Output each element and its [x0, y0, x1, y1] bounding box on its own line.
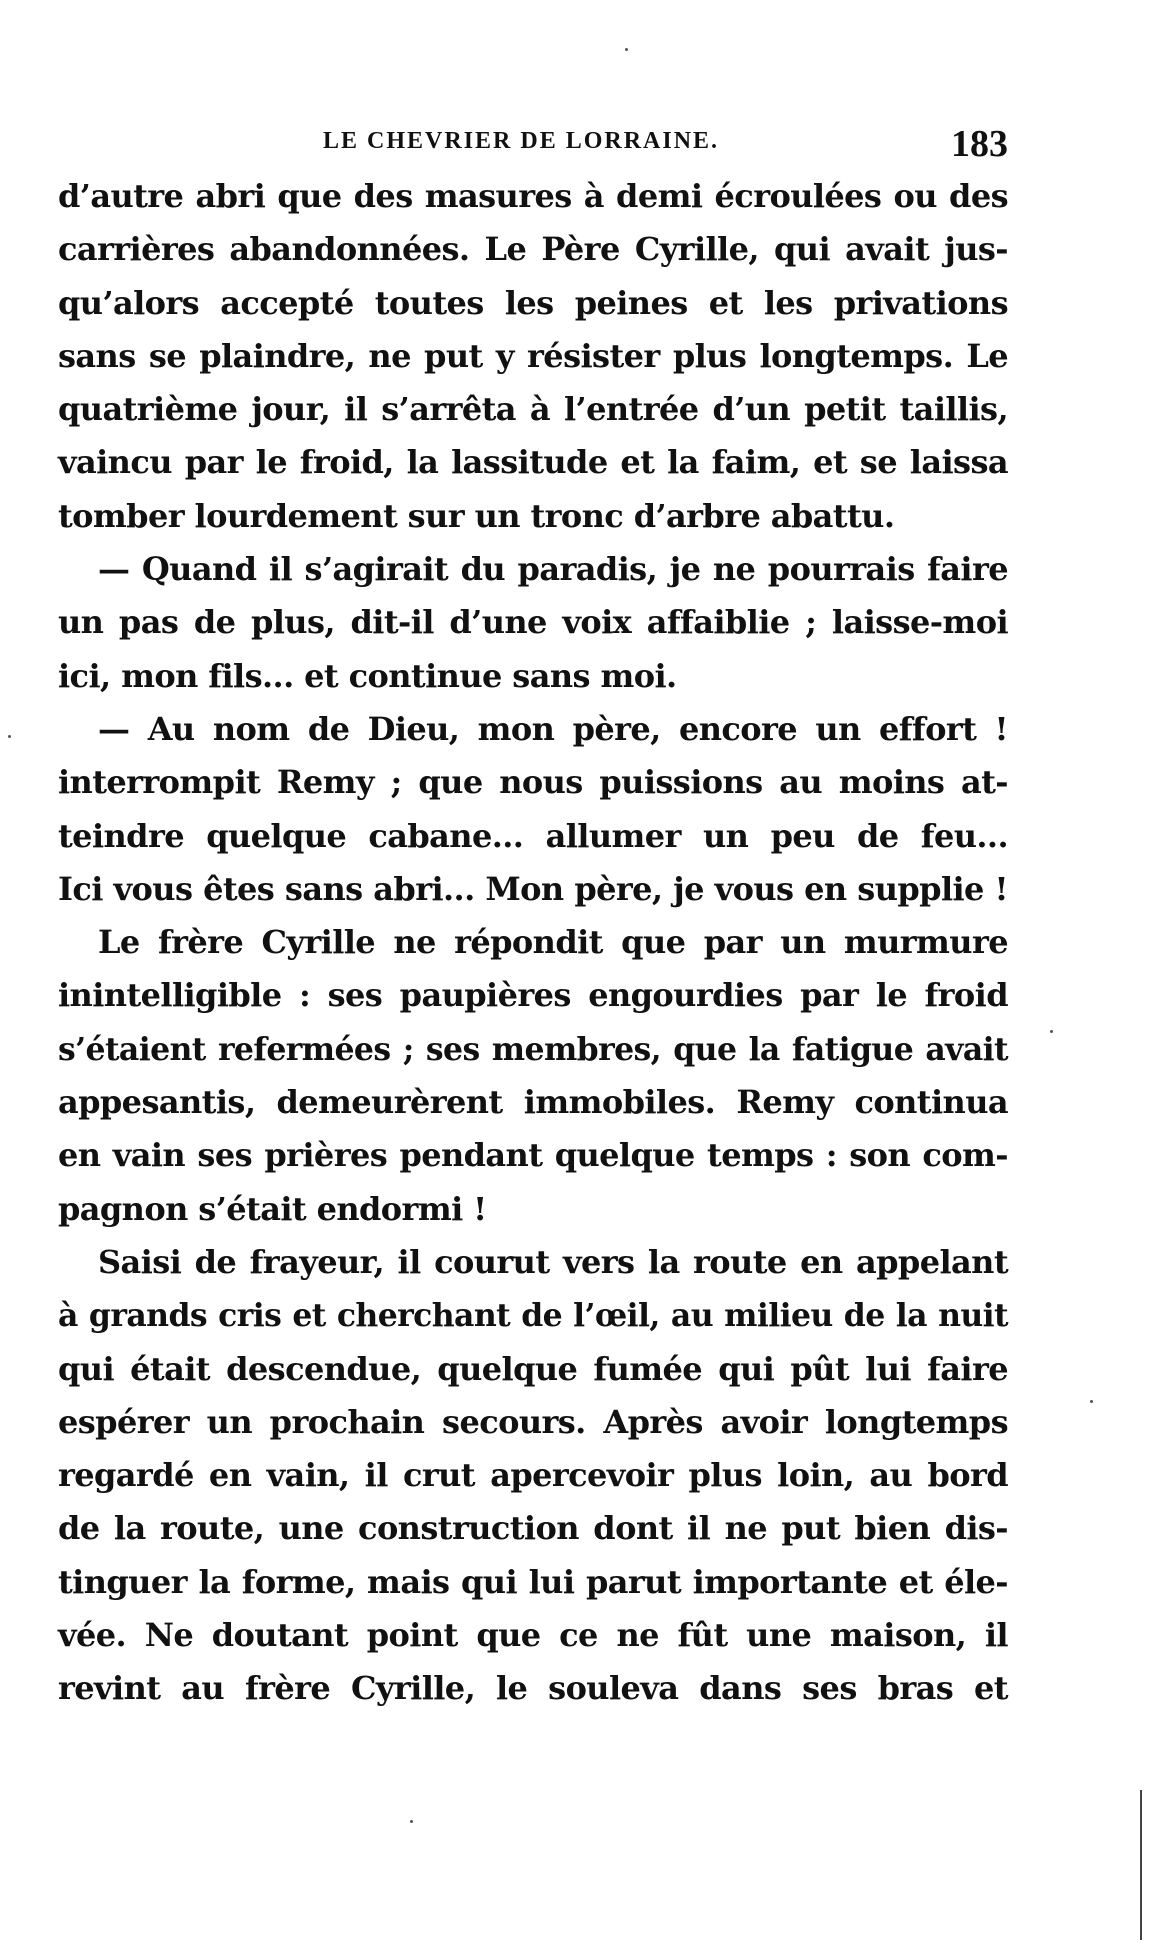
- page-edge-rule: [1140, 1790, 1142, 1940]
- text-line: — Quand il s’agirait du paradis, je ne pourrais faire: [98, 550, 1008, 589]
- text-line: pagnon s’était endormi !: [58, 1189, 487, 1228]
- text-line: en vain ses prières pendant quelque temps : son com-: [58, 1136, 1008, 1175]
- text-line: — Au nom de Dieu, mon père, encore un effort !: [98, 709, 1008, 748]
- text-line: regardé en vain, il crut apercevoir plus loin, au bord: [58, 1456, 1008, 1495]
- paper-speck: [8, 735, 11, 738]
- paper-speck: [410, 1820, 413, 1823]
- text-line: teindre quelque cabane... allumer un peu de feu...: [58, 816, 1008, 855]
- text-line: carrières abandonnées. Le Père Cyrille, qui avait jus-: [58, 230, 1008, 269]
- text-line: Le frère Cyrille ne répondit que par un murmure: [98, 923, 1008, 962]
- paper-speck: [1050, 1030, 1053, 1033]
- text-line: sans se plaindre, ne put y résister plus longtemps. Le: [58, 336, 1008, 375]
- text-line: interrompit Remy ; que nous puissions au moins at-: [58, 763, 1008, 802]
- running-head: [58, 122, 1008, 165]
- text-line: Saisi de frayeur, il courut vers la route en appelant: [98, 1242, 1008, 1281]
- text-line: tomber lourdement sur un tronc d’arbre abattu.: [58, 496, 895, 535]
- text-line: un pas de plus, dit-il d’une voix affaiblie ; laisse-moi: [58, 603, 1008, 642]
- text-line: vée. Ne doutant point que ce ne fût une maison, il: [58, 1616, 1008, 1655]
- text-line: qui était descendue, quelque fumée qui pût lui faire: [58, 1349, 1008, 1388]
- running-title: LE CHEVRIER DE LORRAINE.: [323, 128, 720, 154]
- text-line: d’autre abri que des masures à demi écroulées ou des: [58, 177, 1008, 215]
- text-line: s’étaient refermées ; ses membres, que la fatigue avait: [58, 1030, 1008, 1068]
- text-line: vaincu par le froid, la lassitude et la faim, et se laissa: [58, 443, 1008, 482]
- text-line: à grands cris et cherchant de l’œil, au milieu de la nuit: [58, 1297, 1008, 1335]
- text-line: de la route, une construction dont il ne put bien dis-: [58, 1509, 1008, 1548]
- page-number: 183: [951, 123, 1008, 165]
- text-line: espérer un prochain secours. Après avoir longtemps: [58, 1402, 1008, 1441]
- text-line: quatrième jour, il s’arrêta à l’entrée d’un petit taillis,: [58, 390, 1008, 429]
- text-line: revint au frère Cyrille, le souleva dans ses bras et: [58, 1669, 1008, 1708]
- paper-speck: [1090, 1400, 1093, 1403]
- text-line: tinguer la forme, mais qui lui parut importante et éle-: [58, 1562, 1008, 1601]
- text-line: appesantis, demeurèrent immobiles. Remy continua: [58, 1083, 1008, 1122]
- text-line: ici, mon fils... et continue sans moi.: [58, 656, 677, 695]
- text-line: inintelligible : ses paupières engourdies par le froid: [58, 976, 1008, 1015]
- body-text: [58, 170, 1008, 1716]
- paper-speck: [625, 48, 628, 51]
- text-line: qu’alors accepté toutes les peines et les privations: [58, 283, 1008, 322]
- text-line: Ici vous êtes sans abri... Mon père, je vous en supplie !: [58, 869, 1008, 908]
